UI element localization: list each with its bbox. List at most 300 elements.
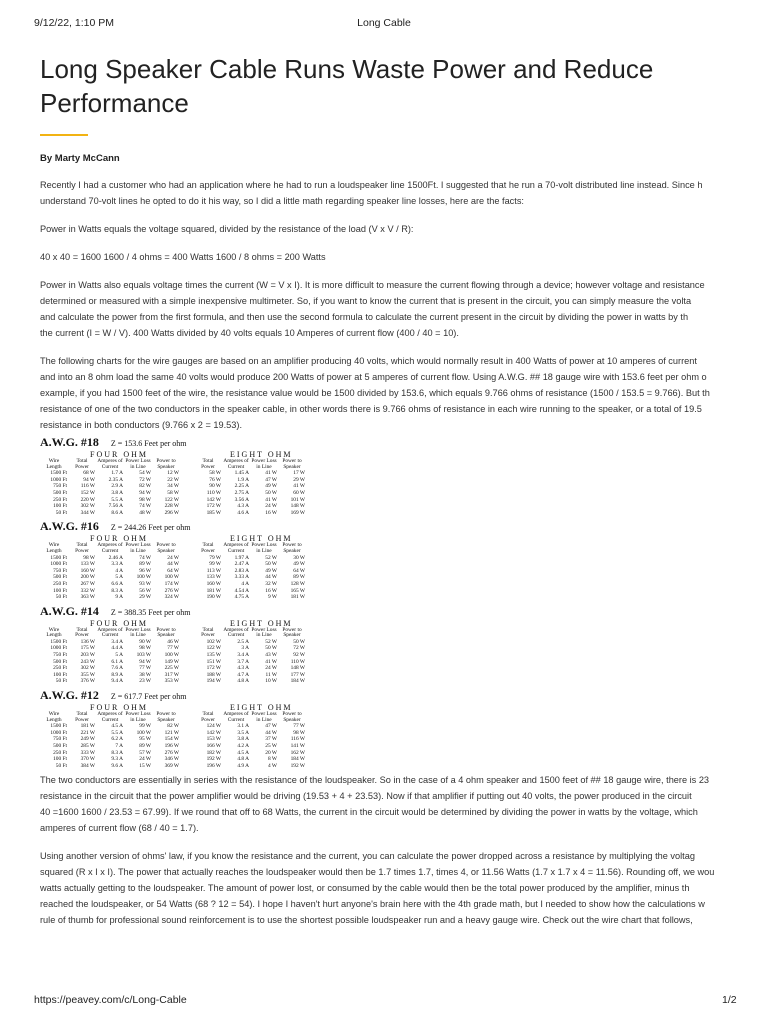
table-cell: 8.3 A xyxy=(111,749,123,756)
column-header: Amperes of Current xyxy=(97,626,123,639)
paragraph-line: reached the loudspeaker, or 54 Watts (68 ? 12 = 54). I hope I haven't hurt anyone's brain here with the 4th grade math, but I needed to show how the calculations w xyxy=(40,899,705,910)
table-cell: 221 W xyxy=(80,729,95,736)
wire-gauge-charts xyxy=(40,435,734,769)
table-row xyxy=(40,561,306,568)
table-row xyxy=(40,736,306,743)
table-cell: 160 W xyxy=(80,567,95,574)
table-cell: 122 W xyxy=(206,645,221,652)
table-cell: 99 W xyxy=(139,723,151,730)
table-cell: 174 W xyxy=(164,580,179,587)
table-cell: 203 W xyxy=(80,652,95,659)
article-title xyxy=(40,52,734,120)
four-ohm-label: FOUR OHM xyxy=(90,703,149,713)
paragraph-line: amperes of current flow (68 / 40 = 1.7). xyxy=(40,823,199,834)
column-header: Power Loss in Line xyxy=(125,458,151,470)
table-cell: 11 W xyxy=(265,671,277,678)
table-cell: 24 W xyxy=(265,503,277,510)
column-header: Total Power xyxy=(201,458,215,470)
paragraph-3 xyxy=(40,249,734,265)
table-row xyxy=(40,665,306,672)
paragraph-line: Power in Watts equals the voltage squared, divided by the resistance of the load (V x V / R): xyxy=(40,224,414,234)
table-cell: 184 W xyxy=(290,756,305,763)
table-cell: 3.8 A xyxy=(111,489,123,496)
table-cell: 77 W xyxy=(167,645,179,652)
table-cell: 142 W xyxy=(206,496,221,503)
table-cell: 90 W xyxy=(209,483,221,490)
four-ohm-label: FOUR OHM xyxy=(90,450,149,459)
table-cell: 4.5 A xyxy=(237,749,249,756)
table-cell: 116 W xyxy=(80,483,95,490)
table-cell: 49 W xyxy=(265,483,277,490)
table-cell: 500 Ft xyxy=(53,658,67,665)
table-row xyxy=(40,672,306,679)
table-cell: 95 W xyxy=(139,736,151,743)
table-cell: 9 A xyxy=(115,594,123,601)
table-cell: 1500 Ft xyxy=(50,554,67,561)
table-cell: 52 W xyxy=(265,554,277,561)
table-cell: 5 A xyxy=(115,652,123,659)
column-header: Power to Speaker xyxy=(156,458,176,470)
column-header: Power to Speaker xyxy=(282,458,302,470)
column-header: Amperes of Current xyxy=(223,626,249,639)
table-cell: 750 Ft xyxy=(53,652,67,659)
table-cell: 148 W xyxy=(290,665,305,672)
table-cell: 3 A xyxy=(241,645,249,652)
table-cell: 181 W xyxy=(80,723,95,730)
table-cell: 166 W xyxy=(206,743,221,749)
title-underline xyxy=(40,134,88,136)
table-cell: 49 W xyxy=(265,567,277,574)
table-cell: 8.6 A xyxy=(111,509,123,516)
paragraph-line: Recently I had a customer who had an application where he had to run a loudspeaker line 1500Ft. I suggested that he run a 70-volt distributed line instead. Since h xyxy=(40,180,703,190)
eight-ohm-label: EIGHT OHM xyxy=(230,703,293,713)
table-cell: 4 A xyxy=(241,580,249,587)
table-cell: 41 W xyxy=(293,483,305,490)
table-cell: 37 W xyxy=(265,736,277,743)
column-header: Amperes of Current xyxy=(223,542,249,554)
table-cell: 3.8 A xyxy=(237,736,249,743)
column-header: Amperes of Current xyxy=(97,458,123,470)
table-cell: 296 W xyxy=(164,509,179,516)
column-header: Total Power xyxy=(201,711,215,723)
table-cell: 169 W xyxy=(290,509,305,516)
table-cell: 29 W xyxy=(293,476,305,483)
table-cell: 250 Ft xyxy=(53,496,67,503)
table-cell: 172 W xyxy=(206,665,221,672)
table-cell: 50 Ft xyxy=(55,509,67,516)
table-cell: 1500 Ft xyxy=(50,638,67,645)
column-header: Power Loss in Line xyxy=(251,458,277,470)
table-cell: 142 W xyxy=(206,729,221,736)
column-header: Power Loss in Line xyxy=(125,542,151,554)
table-cell: 1000 Ft xyxy=(50,729,67,736)
table-cell: 9.4 A xyxy=(111,678,123,685)
table-cell: 50 W xyxy=(265,489,277,496)
table-cell: 82 W xyxy=(167,723,179,730)
column-header: Power Loss in Line xyxy=(251,542,277,554)
table-row xyxy=(40,555,306,562)
table-cell: 302 W xyxy=(80,503,95,510)
paragraph-line: rule of thumb for professional sound reinforcement is to use the shortest possible loudspeaker run and a heavy gauge wire. Check out the wire chart that follows, xyxy=(40,915,693,926)
table-cell: 370 W xyxy=(80,756,95,763)
table-cell: 102 W xyxy=(206,638,221,645)
table-cell: 41 W xyxy=(265,658,277,665)
table-cell: 4.7 A xyxy=(237,671,249,678)
table-cell: 333 W xyxy=(80,749,95,756)
table-cell: 82 W xyxy=(139,483,151,490)
table-cell: 100 W xyxy=(164,652,179,659)
table-cell: 2.75 A xyxy=(234,489,249,496)
table-cell: 2.35 A xyxy=(108,476,123,483)
table-cell: 151 W xyxy=(206,658,221,665)
table-cell: 99 W xyxy=(209,561,221,568)
table-cell: 3.3 A xyxy=(111,561,123,568)
table-row xyxy=(40,477,306,484)
table-cell: 9 W xyxy=(267,594,277,601)
print-url[interactable]: https://peavey.com/c/Long-Cable xyxy=(34,994,187,1006)
table-cell: 181 W xyxy=(206,587,221,594)
column-header: Power to Speaker xyxy=(156,711,176,723)
table-cell: 4.54 A xyxy=(234,587,249,594)
table-cell: 93 W xyxy=(139,580,151,587)
paragraph-line: watts actually getting to the loudspeaker. The amount of power lost, or consumed by the cable would then be the total power produced by the amplifier, minus th xyxy=(40,883,690,894)
table-row xyxy=(40,510,306,517)
table-cell: 6.2 A xyxy=(111,736,123,743)
table-header-row xyxy=(40,712,306,723)
column-header: Power to Speaker xyxy=(156,626,176,639)
table-cell: 184 W xyxy=(290,678,305,685)
table-cell: 148 W xyxy=(290,503,305,510)
awg-impedance-label: Z = 153.6 Feet per ohm xyxy=(110,439,187,448)
table-cell: 24 W xyxy=(265,665,277,672)
four-ohm-label: FOUR OHM xyxy=(90,618,149,628)
table-cell: 8.9 A xyxy=(111,671,123,678)
table-cell: 58 W xyxy=(167,489,179,496)
awg-chart-title xyxy=(40,688,370,703)
table-cell: 1000 Ft xyxy=(50,561,67,568)
table-cell: 9.3 A xyxy=(111,756,123,763)
table-cell: 29 W xyxy=(139,594,151,601)
table-cell: 77 W xyxy=(293,723,305,730)
table-cell: 2.83 A xyxy=(234,567,249,574)
table-cell: 181 W xyxy=(290,594,305,601)
column-header: Power Loss in Line xyxy=(125,711,151,723)
table-cell: 3.4 A xyxy=(111,638,123,645)
print-datetime: 9/12/22, 1:10 PM xyxy=(34,17,114,29)
table-row xyxy=(40,574,306,581)
paragraph-line: resistance of one of the two conductors in the speaker cable, in other words there is 9.766 ohms of resistance in each wire running to the speaker, or a total of 19.5 xyxy=(40,404,702,414)
paragraph-line: The two conductors are essentially in series with the resistance of the loudspeaker. So in the case of a 4 ohm speaker and 1500 feet of ## 18 gauge wire, there is 23 xyxy=(40,775,710,786)
table-row xyxy=(40,588,306,595)
awg-gauge-label: A.W.G. #16 xyxy=(40,519,99,534)
table-cell: 50 W xyxy=(265,561,277,568)
page-number: 1/2 xyxy=(722,994,737,1006)
table-cell: 98 W xyxy=(139,645,151,652)
table-cell: 7.6 A xyxy=(111,665,123,672)
awg-chart xyxy=(40,435,370,516)
table-cell: 4.8 A xyxy=(237,678,249,685)
awg-chart xyxy=(40,519,370,600)
column-header: Power Loss in Line xyxy=(251,626,277,639)
column-header: Total Power xyxy=(201,542,215,554)
table-cell: 4.8 A xyxy=(237,756,249,763)
table-cell: 243 W xyxy=(80,658,95,665)
table-cell: 344 W xyxy=(80,509,95,516)
table-cell: 124 W xyxy=(206,723,221,730)
table-cell: 8 W xyxy=(267,756,277,763)
table-cell: 6.6 A xyxy=(111,580,123,587)
table-cell: 196 W xyxy=(206,762,221,769)
table-cell: 94 W xyxy=(83,476,95,483)
table-cell: 50 Ft xyxy=(55,594,67,601)
table-cell: 50 Ft xyxy=(55,678,67,685)
awg-gauge-label: A.W.G. #14 xyxy=(40,603,99,618)
table-cell: 100 Ft xyxy=(53,587,67,594)
table-row xyxy=(40,503,306,510)
table-cell: 3.1 A xyxy=(237,723,249,730)
table-cell: 324 W xyxy=(164,594,179,601)
paragraph-line: resistance in the circuit that the power amplifier would be driving (19.53 + 4 + 23.53). Now if that amplifier if putting out 40 volts, the power produced in the circuit xyxy=(40,791,692,802)
paragraph-line: 40 x 40 = 1600 1600 / 4 ohms = 400 Watts 1600 / 8 ohms = 200 Watts xyxy=(40,252,326,262)
column-header: Total Power xyxy=(75,711,89,723)
table-cell: 12 W xyxy=(167,470,179,477)
paragraph-line: determined or measured with a simple inexpensive multimeter. So, if you want to know the current that is present in the circuit, you can simply measure the volta xyxy=(40,296,692,306)
table-cell: 500 Ft xyxy=(53,574,67,581)
table-cell: 122 W xyxy=(164,496,179,503)
table-cell: 50 W xyxy=(293,638,305,645)
table-cell: 77 W xyxy=(139,665,151,672)
paragraph-line: understand 70-volt lines he opted to do it his way, so I did a little math regarding speaker line losses, here are the facts: xyxy=(40,196,524,206)
table-cell: 353 W xyxy=(164,678,179,685)
table-cell: 48 W xyxy=(139,509,151,516)
table-cell: 25 W xyxy=(265,743,277,749)
table-cell: 46 W xyxy=(167,638,179,645)
table-cell: 249 W xyxy=(80,736,95,743)
table-header-row xyxy=(40,628,306,639)
paragraph-line: the current (I = W / V). 400 Watts divided by 40 volts equals 10 Amperes of current flow (400 / 40 = 10). xyxy=(40,328,459,338)
awg-chart xyxy=(40,604,370,685)
table-cell: 103 W xyxy=(136,652,151,659)
table-cell: 133 W xyxy=(206,574,221,581)
table-cell: 355 W xyxy=(80,671,95,678)
table-cell: 22 W xyxy=(167,476,179,483)
column-header: Wire Length xyxy=(46,458,62,470)
table-cell: 136 W xyxy=(80,638,95,645)
table-cell: 200 W xyxy=(80,574,95,581)
table-cell: 149 W xyxy=(164,658,179,665)
table-cell: 172 W xyxy=(206,503,221,510)
table-cell: 72 W xyxy=(139,476,151,483)
table-cell: 74 W xyxy=(139,503,151,510)
table-cell: 56 W xyxy=(139,587,151,594)
table-cell: 89 W xyxy=(293,574,305,581)
paragraph-7 xyxy=(40,848,734,928)
column-header: Amperes of Current xyxy=(97,542,123,554)
table-cell: 30 W xyxy=(293,554,305,561)
table-cell: 100 Ft xyxy=(53,671,67,678)
table-cell: 384 W xyxy=(80,762,95,769)
column-header: Power Loss in Line xyxy=(125,626,151,639)
table-cell: 2.9 A xyxy=(111,483,123,490)
table-cell: 346 W xyxy=(164,756,179,763)
column-header: Amperes of Current xyxy=(223,711,249,723)
table-cell: 4.4 A xyxy=(111,645,123,652)
table-cell: 194 W xyxy=(206,678,221,685)
table-cell: 47 W xyxy=(265,723,277,730)
table-cell: 4 A xyxy=(115,567,123,574)
table-row xyxy=(40,581,306,588)
awg-gauge-label: A.W.G. #12 xyxy=(40,688,99,703)
table-cell: 16 W xyxy=(265,587,277,594)
table-cell: 98 W xyxy=(293,729,305,736)
paragraph-line: Using another version of ohms' law, if you know the resistance and the current, you can calculate the power dropped across a resistance by multiplying the voltag xyxy=(40,851,695,862)
table-cell: 4.5 A xyxy=(111,723,123,730)
table-cell: 190 W xyxy=(206,594,221,601)
table-cell: 2.5 A xyxy=(237,638,249,645)
table-cell: 54 W xyxy=(139,470,151,477)
table-header-row xyxy=(40,459,306,470)
table-cell: 4 W xyxy=(267,762,277,769)
table-cell: 24 W xyxy=(139,756,151,763)
table-row xyxy=(40,652,306,659)
table-cell: 160 W xyxy=(206,580,221,587)
table-cell: 3.33 A xyxy=(234,574,249,581)
paragraph-5 xyxy=(40,353,734,433)
table-cell: 72 W xyxy=(293,645,305,652)
paragraph-1 xyxy=(40,177,734,209)
table-cell: 20 W xyxy=(265,749,277,756)
table-cell: 1.97 A xyxy=(234,554,249,561)
table-cell: 44 W xyxy=(265,729,277,736)
table-cell: 44 W xyxy=(265,574,277,581)
awg-chart xyxy=(40,688,370,769)
table-cell: 44 W xyxy=(167,561,179,568)
paragraph-line: example, if you had 1500 feet of the wire, the resistance value would be 1500 divided by 153.6, which equals 9.766 ohms of resistance (1500 / 153.5 = 9.766). But th xyxy=(40,388,710,398)
table-cell: 3.4 A xyxy=(237,652,249,659)
table-cell: 100 W xyxy=(164,574,179,581)
table-cell: 89 W xyxy=(139,743,151,749)
table-cell: 5 A xyxy=(115,574,123,581)
table-cell: 24 W xyxy=(167,554,179,561)
table-cell: 5.5 A xyxy=(111,729,123,736)
table-cell: 23 W xyxy=(139,678,151,685)
table-cell: 15 W xyxy=(139,762,151,769)
table-cell: 52 W xyxy=(265,638,277,645)
eight-ohm-label: EIGHT OHM xyxy=(230,534,293,544)
table-row xyxy=(40,750,306,757)
table-cell: 1000 Ft xyxy=(50,476,67,483)
table-cell: 74 W xyxy=(139,554,151,561)
print-title: Long Cable xyxy=(357,17,411,29)
awg-table xyxy=(40,459,306,516)
eight-ohm-label: EIGHT OHM xyxy=(230,450,293,459)
awg-chart-title xyxy=(40,604,370,619)
table-cell: 285 W xyxy=(80,743,95,749)
paragraph-line: squared (R x I x I). The power that actually reaches the loudspeaker would then be 1.7 times 1.7, times 4, or 11.56 Watts (1.7 x 1.7 x 4 = 11.56). Rounding off, we wou xyxy=(40,867,715,878)
article xyxy=(40,52,734,982)
column-header: Total Power xyxy=(201,626,215,639)
paragraph-2 xyxy=(40,221,734,237)
table-cell: 121 W xyxy=(164,729,179,736)
table-cell: 750 Ft xyxy=(53,567,67,574)
table-row xyxy=(40,730,306,737)
table-cell: 96 W xyxy=(139,567,151,574)
table-cell: 1500 Ft xyxy=(50,470,67,477)
table-cell: 165 W xyxy=(290,587,305,594)
table-cell: 2.46 A xyxy=(108,554,123,561)
table-cell: 141 W xyxy=(290,743,305,749)
table-cell: 188 W xyxy=(206,671,221,678)
eight-ohm-label: EIGHT OHM xyxy=(230,618,293,628)
table-cell: 276 W xyxy=(164,587,179,594)
table-cell: 98 W xyxy=(139,496,151,503)
table-cell: 64 W xyxy=(293,567,305,574)
table-cell: 34 W xyxy=(167,483,179,490)
paragraph-line: The following charts for the wire gauges are based on an amplifier producing 40 volts, which would normally result in 400 Watts of power at 10 amperes of current xyxy=(40,356,697,366)
table-cell: 133 W xyxy=(80,561,95,568)
column-header: Amperes of Current xyxy=(97,711,123,723)
table-cell: 50 W xyxy=(265,645,277,652)
table-cell: 3.56 A xyxy=(234,496,249,503)
table-cell: 101 W xyxy=(290,496,305,503)
table-cell: 267 W xyxy=(80,580,95,587)
table-cell: 4.9 A xyxy=(237,762,249,769)
table-cell: 1.7 A xyxy=(111,470,123,477)
table-cell: 1.9 A xyxy=(237,476,249,483)
table-cell: 47 W xyxy=(265,476,277,483)
table-row xyxy=(40,678,306,685)
table-cell: 500 Ft xyxy=(53,743,67,749)
awg-table xyxy=(40,628,306,685)
table-row xyxy=(40,659,306,666)
awg-table xyxy=(40,543,306,600)
table-cell: 16 W xyxy=(265,509,277,516)
column-header: Wire Length xyxy=(46,626,62,639)
table-cell: 41 W xyxy=(265,496,277,503)
awg-table xyxy=(40,712,306,769)
awg-gauge-label: A.W.G. #18 xyxy=(40,435,99,449)
table-cell: 192 W xyxy=(206,756,221,763)
table-cell: 302 W xyxy=(80,665,95,672)
table-cell: 228 W xyxy=(164,503,179,510)
table-cell: 41 W xyxy=(265,470,277,477)
table-cell: 196 W xyxy=(164,743,179,749)
column-header: Power to Speaker xyxy=(282,711,302,723)
table-cell: 110 W xyxy=(206,489,221,496)
table-cell: 152 W xyxy=(80,489,95,496)
table-cell: 750 Ft xyxy=(53,483,67,490)
table-cell: 500 Ft xyxy=(53,489,67,496)
table-cell: 10 W xyxy=(265,678,277,685)
table-cell: 1500 Ft xyxy=(50,723,67,730)
table-cell: 100 Ft xyxy=(53,756,67,763)
table-row xyxy=(40,743,306,750)
table-cell: 5.5 A xyxy=(111,496,123,503)
table-cell: 76 W xyxy=(209,476,221,483)
table-cell: 154 W xyxy=(164,736,179,743)
table-cell: 376 W xyxy=(80,678,95,685)
paragraph-6 xyxy=(40,772,734,836)
table-cell: 1000 Ft xyxy=(50,645,67,652)
table-cell: 4.2 A xyxy=(237,743,249,749)
column-header: Total Power xyxy=(75,626,89,639)
paragraph-line: Power in Watts also equals voltage times the current (W = V x I). It is more difficult to measure the current flowing through a device; however voltage and resistance xyxy=(40,280,705,290)
table-cell: 113 W xyxy=(206,567,221,574)
table-cell: 2.47 A xyxy=(234,561,249,568)
column-header: Power Loss in Line xyxy=(251,711,277,723)
table-cell: 58 W xyxy=(209,470,221,477)
column-header: Total Power xyxy=(75,458,89,470)
